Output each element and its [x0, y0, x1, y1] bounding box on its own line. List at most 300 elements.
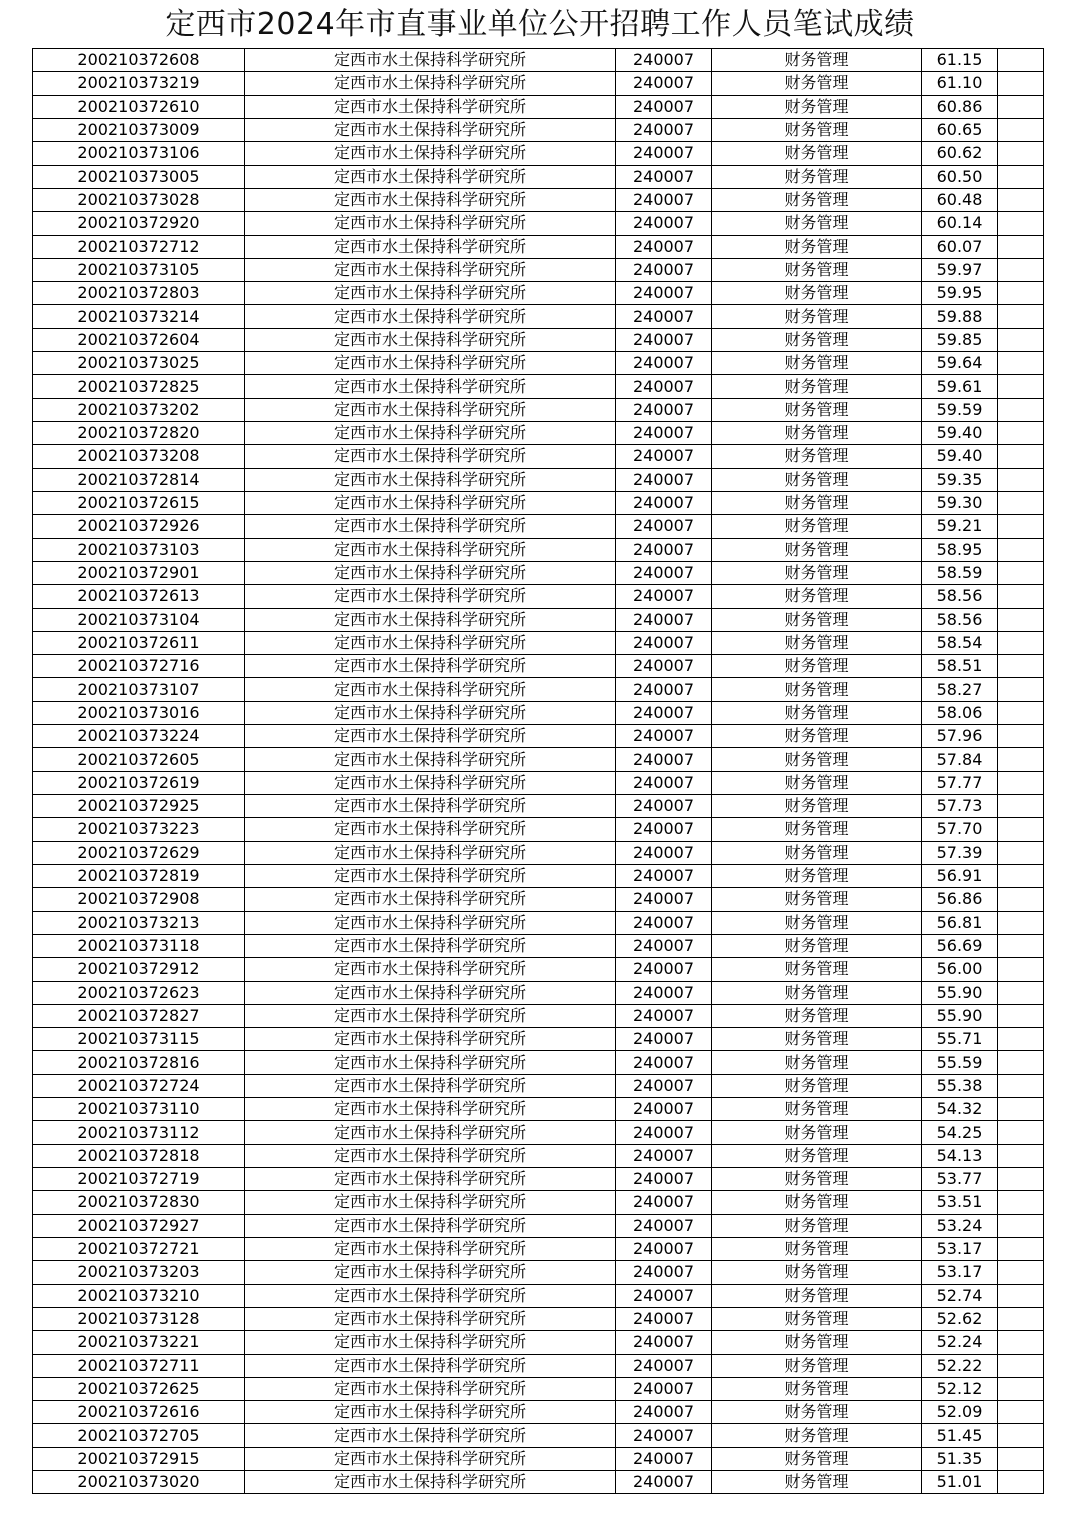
remark-cell [998, 911, 1044, 934]
position-code-cell: 240007 [616, 188, 712, 211]
unit-name-cell: 定西市水土保持科学研究所 [245, 95, 616, 118]
score-cell: 53.77 [922, 1168, 998, 1191]
score-cell: 52.24 [922, 1331, 998, 1354]
position-name-cell: 财务管理 [712, 1214, 922, 1237]
table-row [33, 1331, 1044, 1354]
remark-cell [998, 1354, 1044, 1377]
score-cell: 59.85 [922, 328, 998, 351]
remark-cell [998, 422, 1044, 445]
unit-name-cell: 定西市水土保持科学研究所 [245, 375, 616, 398]
unit-name-cell: 定西市水土保持科学研究所 [245, 422, 616, 445]
unit-name-cell: 定西市水土保持科学研究所 [245, 1307, 616, 1330]
position-name-cell: 财务管理 [712, 1168, 922, 1191]
remark-cell [998, 352, 1044, 375]
unit-name-cell: 定西市水土保持科学研究所 [245, 1284, 616, 1307]
score-cell: 58.95 [922, 538, 998, 561]
exam-id-cell: 200210372604 [33, 328, 245, 351]
exam-id-cell: 200210373115 [33, 1028, 245, 1051]
position-name-cell: 财务管理 [712, 818, 922, 841]
exam-id-cell: 200210373208 [33, 445, 245, 468]
table-row [33, 864, 1044, 887]
table-row [33, 1307, 1044, 1330]
position-name-cell: 财务管理 [712, 725, 922, 748]
remark-cell [998, 934, 1044, 957]
unit-name-cell: 定西市水土保持科学研究所 [245, 701, 616, 724]
unit-name-cell: 定西市水土保持科学研究所 [245, 1004, 616, 1027]
table-row [33, 795, 1044, 818]
score-cell: 60.86 [922, 95, 998, 118]
remark-cell [998, 1307, 1044, 1330]
exam-id-cell: 200210373210 [33, 1284, 245, 1307]
position-name-cell: 财务管理 [712, 72, 922, 95]
remark-cell [998, 468, 1044, 491]
position-name-cell: 财务管理 [712, 1237, 922, 1260]
unit-name-cell: 定西市水土保持科学研究所 [245, 1121, 616, 1144]
remark-cell [998, 1121, 1044, 1144]
unit-name-cell: 定西市水土保持科学研究所 [245, 981, 616, 1004]
remark-cell [998, 398, 1044, 421]
score-cell: 60.50 [922, 165, 998, 188]
table-row [33, 188, 1044, 211]
position-name-cell: 财务管理 [712, 212, 922, 235]
score-cell: 52.12 [922, 1377, 998, 1400]
remark-cell [998, 1331, 1044, 1354]
remark-cell [998, 188, 1044, 211]
position-name-cell: 财务管理 [712, 1331, 922, 1354]
position-code-cell: 240007 [616, 608, 712, 631]
position-name-cell: 财务管理 [712, 678, 922, 701]
score-cell: 59.30 [922, 491, 998, 514]
score-cell: 52.09 [922, 1401, 998, 1424]
exam-id-cell: 200210372625 [33, 1377, 245, 1400]
exam-id-cell: 200210373110 [33, 1098, 245, 1121]
exam-id-cell: 200210372820 [33, 422, 245, 445]
table-row [33, 515, 1044, 538]
exam-id-cell: 200210372719 [33, 1168, 245, 1191]
exam-id-cell: 200210372615 [33, 491, 245, 514]
position-code-cell: 240007 [616, 1121, 712, 1144]
unit-name-cell: 定西市水土保持科学研究所 [245, 142, 616, 165]
exam-id-cell: 200210372927 [33, 1214, 245, 1237]
exam-id-cell: 200210373219 [33, 72, 245, 95]
remark-cell [998, 725, 1044, 748]
remark-cell [998, 655, 1044, 678]
table-row [33, 1284, 1044, 1307]
unit-name-cell: 定西市水土保持科学研究所 [245, 1401, 616, 1424]
position-code-cell: 240007 [616, 725, 712, 748]
score-cell: 56.81 [922, 911, 998, 934]
table-row [33, 538, 1044, 561]
exam-id-cell: 200210372830 [33, 1191, 245, 1214]
unit-name-cell: 定西市水土保持科学研究所 [245, 585, 616, 608]
exam-id-cell: 200210372920 [33, 212, 245, 235]
table-row [33, 1144, 1044, 1167]
position-name-cell: 财务管理 [712, 841, 922, 864]
position-name-cell: 财务管理 [712, 398, 922, 421]
table-row [33, 165, 1044, 188]
position-name-cell: 财务管理 [712, 49, 922, 72]
score-cell: 57.73 [922, 795, 998, 818]
position-code-cell: 240007 [616, 864, 712, 887]
unit-name-cell: 定西市水土保持科学研究所 [245, 1074, 616, 1097]
table-row [33, 305, 1044, 328]
position-name-cell: 财务管理 [712, 911, 922, 934]
exam-id-cell: 200210372814 [33, 468, 245, 491]
remark-cell [998, 375, 1044, 398]
position-code-cell: 240007 [616, 72, 712, 95]
remark-cell [998, 1144, 1044, 1167]
table-row [33, 72, 1044, 95]
table-row [33, 818, 1044, 841]
position-name-cell: 财务管理 [712, 422, 922, 445]
position-code-cell: 240007 [616, 352, 712, 375]
position-code-cell: 240007 [616, 1237, 712, 1260]
table-row [33, 212, 1044, 235]
position-name-cell: 财务管理 [712, 888, 922, 911]
unit-name-cell: 定西市水土保持科学研究所 [245, 1331, 616, 1354]
unit-name-cell: 定西市水土保持科学研究所 [245, 328, 616, 351]
score-cell: 57.39 [922, 841, 998, 864]
unit-name-cell: 定西市水土保持科学研究所 [245, 1424, 616, 1447]
position-name-cell: 财务管理 [712, 934, 922, 957]
position-name-cell: 财务管理 [712, 1284, 922, 1307]
position-name-cell: 财务管理 [712, 538, 922, 561]
score-cell: 51.01 [922, 1471, 998, 1494]
unit-name-cell: 定西市水土保持科学研究所 [245, 818, 616, 841]
position-name-cell: 财务管理 [712, 188, 922, 211]
remark-cell [998, 95, 1044, 118]
remark-cell [998, 538, 1044, 561]
score-cell: 53.24 [922, 1214, 998, 1237]
score-cell: 58.27 [922, 678, 998, 701]
score-cell: 58.51 [922, 655, 998, 678]
score-cell: 51.35 [922, 1447, 998, 1470]
position-code-cell: 240007 [616, 1144, 712, 1167]
unit-name-cell: 定西市水土保持科学研究所 [245, 655, 616, 678]
exam-id-cell: 200210372827 [33, 1004, 245, 1027]
remark-cell [998, 1261, 1044, 1284]
position-code-cell: 240007 [616, 538, 712, 561]
position-code-cell: 240007 [616, 818, 712, 841]
remark-cell [998, 981, 1044, 1004]
exam-id-cell: 200210373221 [33, 1331, 245, 1354]
table-row [33, 118, 1044, 141]
table-row [33, 1354, 1044, 1377]
score-cell: 55.59 [922, 1051, 998, 1074]
exam-id-cell: 200210373213 [33, 911, 245, 934]
position-name-cell: 财务管理 [712, 142, 922, 165]
position-code-cell: 240007 [616, 958, 712, 981]
remark-cell [998, 165, 1044, 188]
position-code-cell: 240007 [616, 1214, 712, 1237]
unit-name-cell: 定西市水土保持科学研究所 [245, 468, 616, 491]
position-code-cell: 240007 [616, 491, 712, 514]
unit-name-cell: 定西市水土保持科学研究所 [245, 888, 616, 911]
remark-cell [998, 1377, 1044, 1400]
score-cell: 60.14 [922, 212, 998, 235]
exam-id-cell: 200210373118 [33, 934, 245, 957]
position-name-cell: 财务管理 [712, 1424, 922, 1447]
exam-id-cell: 200210372915 [33, 1447, 245, 1470]
position-code-cell: 240007 [616, 375, 712, 398]
score-cell: 52.22 [922, 1354, 998, 1377]
position-name-cell: 财务管理 [712, 655, 922, 678]
score-cell: 59.21 [922, 515, 998, 538]
position-code-cell: 240007 [616, 1168, 712, 1191]
exam-id-cell: 200210373103 [33, 538, 245, 561]
unit-name-cell: 定西市水土保持科学研究所 [245, 118, 616, 141]
table-row [33, 1074, 1044, 1097]
position-code-cell: 240007 [616, 1028, 712, 1051]
table-row [33, 1028, 1044, 1051]
position-code-cell: 240007 [616, 1074, 712, 1097]
position-name-cell: 财务管理 [712, 1401, 922, 1424]
position-name-cell: 财务管理 [712, 1098, 922, 1121]
remark-cell [998, 1098, 1044, 1121]
remark-cell [998, 142, 1044, 165]
score-cell: 52.74 [922, 1284, 998, 1307]
unit-name-cell: 定西市水土保持科学研究所 [245, 631, 616, 654]
remark-cell [998, 1401, 1044, 1424]
table-row [33, 328, 1044, 351]
unit-name-cell: 定西市水土保持科学研究所 [245, 1144, 616, 1167]
exam-id-cell: 200210373009 [33, 118, 245, 141]
unit-name-cell: 定西市水土保持科学研究所 [245, 725, 616, 748]
score-cell: 60.62 [922, 142, 998, 165]
score-cell: 57.70 [922, 818, 998, 841]
table-row [33, 49, 1044, 72]
position-code-cell: 240007 [616, 422, 712, 445]
exam-id-cell: 200210372803 [33, 282, 245, 305]
position-code-cell: 240007 [616, 445, 712, 468]
exam-id-cell: 200210372819 [33, 864, 245, 887]
table-row [33, 888, 1044, 911]
exam-id-cell: 200210372605 [33, 748, 245, 771]
unit-name-cell: 定西市水土保持科学研究所 [245, 1261, 616, 1284]
position-code-cell: 240007 [616, 1401, 712, 1424]
table-row [33, 95, 1044, 118]
remark-cell [998, 1447, 1044, 1470]
exam-id-cell: 200210373214 [33, 305, 245, 328]
position-name-cell: 财务管理 [712, 608, 922, 631]
unit-name-cell: 定西市水土保持科学研究所 [245, 305, 616, 328]
position-name-cell: 财务管理 [712, 1307, 922, 1330]
table-row [33, 1051, 1044, 1074]
exam-id-cell: 200210372616 [33, 1401, 245, 1424]
position-name-cell: 财务管理 [712, 165, 922, 188]
table-row [33, 398, 1044, 421]
exam-id-cell: 200210373106 [33, 142, 245, 165]
position-code-cell: 240007 [616, 795, 712, 818]
unit-name-cell: 定西市水土保持科学研究所 [245, 911, 616, 934]
exam-id-cell: 200210373112 [33, 1121, 245, 1144]
position-code-cell: 240007 [616, 165, 712, 188]
table-row [33, 282, 1044, 305]
table-row [33, 1471, 1044, 1494]
exam-id-cell: 200210373223 [33, 818, 245, 841]
exam-id-cell: 200210372623 [33, 981, 245, 1004]
table-row [33, 1261, 1044, 1284]
position-code-cell: 240007 [616, 771, 712, 794]
exam-id-cell: 200210372721 [33, 1237, 245, 1260]
table-row [33, 771, 1044, 794]
score-cell: 53.17 [922, 1237, 998, 1260]
unit-name-cell: 定西市水土保持科学研究所 [245, 1098, 616, 1121]
exam-id-cell: 200210373016 [33, 701, 245, 724]
position-name-cell: 财务管理 [712, 468, 922, 491]
position-name-cell: 财务管理 [712, 561, 922, 584]
position-code-cell: 240007 [616, 212, 712, 235]
score-cell: 56.00 [922, 958, 998, 981]
remark-cell [998, 1028, 1044, 1051]
position-name-cell: 财务管理 [712, 282, 922, 305]
position-code-cell: 240007 [616, 934, 712, 957]
remark-cell [998, 608, 1044, 631]
table-row [33, 491, 1044, 514]
unit-name-cell: 定西市水土保持科学研究所 [245, 235, 616, 258]
score-cell: 58.56 [922, 585, 998, 608]
position-name-cell: 财务管理 [712, 1261, 922, 1284]
position-name-cell: 财务管理 [712, 328, 922, 351]
score-cell: 54.13 [922, 1144, 998, 1167]
table-row [33, 1098, 1044, 1121]
remark-cell [998, 49, 1044, 72]
remark-cell [998, 258, 1044, 281]
table-row [33, 608, 1044, 631]
page-title: 定西市2024年市直事业单位公开招聘工作人员笔试成绩 [165, 7, 915, 42]
exam-id-cell: 200210372908 [33, 888, 245, 911]
score-cell: 53.51 [922, 1191, 998, 1214]
table-row [33, 142, 1044, 165]
position-name-cell: 财务管理 [712, 864, 922, 887]
unit-name-cell: 定西市水土保持科学研究所 [245, 934, 616, 957]
score-cell: 61.15 [922, 49, 998, 72]
remark-cell [998, 678, 1044, 701]
position-code-cell: 240007 [616, 1004, 712, 1027]
unit-name-cell: 定西市水土保持科学研究所 [245, 538, 616, 561]
unit-name-cell: 定西市水土保持科学研究所 [245, 258, 616, 281]
position-code-cell: 240007 [616, 585, 712, 608]
score-cell: 60.07 [922, 235, 998, 258]
unit-name-cell: 定西市水土保持科学研究所 [245, 398, 616, 421]
remark-cell [998, 305, 1044, 328]
position-code-cell: 240007 [616, 1261, 712, 1284]
exam-id-cell: 200210373203 [33, 1261, 245, 1284]
exam-id-cell: 200210372818 [33, 1144, 245, 1167]
remark-cell [998, 491, 1044, 514]
exam-id-cell: 200210372724 [33, 1074, 245, 1097]
score-cell: 53.17 [922, 1261, 998, 1284]
unit-name-cell: 定西市水土保持科学研究所 [245, 1051, 616, 1074]
remark-cell [998, 701, 1044, 724]
exam-id-cell: 200210372608 [33, 49, 245, 72]
exam-id-cell: 200210373202 [33, 398, 245, 421]
score-cell: 58.56 [922, 608, 998, 631]
table-row [33, 701, 1044, 724]
table-row [33, 725, 1044, 748]
score-cell: 55.71 [922, 1028, 998, 1051]
score-cell: 59.61 [922, 375, 998, 398]
remark-cell [998, 818, 1044, 841]
unit-name-cell: 定西市水土保持科学研究所 [245, 445, 616, 468]
position-name-cell: 财务管理 [712, 748, 922, 771]
position-code-cell: 240007 [616, 1354, 712, 1377]
table-row [33, 934, 1044, 957]
exam-id-cell: 200210373107 [33, 678, 245, 701]
exam-id-cell: 200210372610 [33, 95, 245, 118]
position-name-cell: 财务管理 [712, 701, 922, 724]
remark-cell [998, 235, 1044, 258]
unit-name-cell: 定西市水土保持科学研究所 [245, 771, 616, 794]
score-cell: 56.91 [922, 864, 998, 887]
remark-cell [998, 1471, 1044, 1494]
exam-id-cell: 200210372925 [33, 795, 245, 818]
remark-cell [998, 1284, 1044, 1307]
remark-cell [998, 72, 1044, 95]
position-code-cell: 240007 [616, 398, 712, 421]
score-cell: 52.62 [922, 1307, 998, 1330]
position-name-cell: 财务管理 [712, 1354, 922, 1377]
table-row [33, 1447, 1044, 1470]
position-name-cell: 财务管理 [712, 585, 922, 608]
table-row [33, 1121, 1044, 1144]
position-code-cell: 240007 [616, 701, 712, 724]
table-row [33, 748, 1044, 771]
table-row [33, 375, 1044, 398]
table-row [33, 981, 1044, 1004]
remark-cell [998, 1074, 1044, 1097]
unit-name-cell: 定西市水土保持科学研究所 [245, 608, 616, 631]
score-cell: 54.32 [922, 1098, 998, 1121]
position-name-cell: 财务管理 [712, 771, 922, 794]
table-row [33, 445, 1044, 468]
position-code-cell: 240007 [616, 95, 712, 118]
exam-id-cell: 200210372711 [33, 1354, 245, 1377]
exam-id-cell: 200210373128 [33, 1307, 245, 1330]
position-name-cell: 财务管理 [712, 352, 922, 375]
remark-cell [998, 958, 1044, 981]
position-name-cell: 财务管理 [712, 1121, 922, 1144]
exam-id-cell: 200210372825 [33, 375, 245, 398]
score-cell: 57.77 [922, 771, 998, 794]
unit-name-cell: 定西市水土保持科学研究所 [245, 1168, 616, 1191]
exam-id-cell: 200210372901 [33, 561, 245, 584]
unit-name-cell: 定西市水土保持科学研究所 [245, 282, 616, 305]
unit-name-cell: 定西市水土保持科学研究所 [245, 212, 616, 235]
position-code-cell: 240007 [616, 258, 712, 281]
unit-name-cell: 定西市水土保持科学研究所 [245, 72, 616, 95]
remark-cell [998, 328, 1044, 351]
position-name-cell: 财务管理 [712, 1004, 922, 1027]
position-code-cell: 240007 [616, 1377, 712, 1400]
position-name-cell: 财务管理 [712, 1051, 922, 1074]
score-cell: 57.96 [922, 725, 998, 748]
remark-cell [998, 771, 1044, 794]
unit-name-cell: 定西市水土保持科学研究所 [245, 1237, 616, 1260]
score-cell: 55.90 [922, 1004, 998, 1027]
position-code-cell: 240007 [616, 748, 712, 771]
unit-name-cell: 定西市水土保持科学研究所 [245, 188, 616, 211]
table-row [33, 1004, 1044, 1027]
exam-id-cell: 200210372705 [33, 1424, 245, 1447]
unit-name-cell: 定西市水土保持科学研究所 [245, 841, 616, 864]
position-code-cell: 240007 [616, 1424, 712, 1447]
position-code-cell: 240007 [616, 1051, 712, 1074]
position-name-cell: 财务管理 [712, 1377, 922, 1400]
unit-name-cell: 定西市水土保持科学研究所 [245, 165, 616, 188]
remark-cell [998, 445, 1044, 468]
position-code-cell: 240007 [616, 911, 712, 934]
